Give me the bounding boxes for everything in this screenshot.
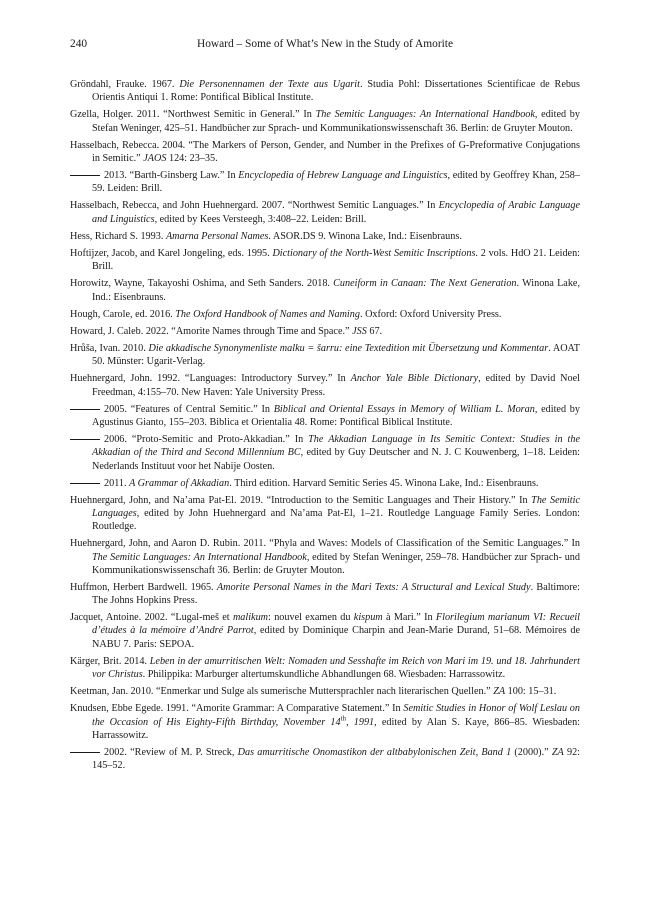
bibliography-entry — [70, 702, 580, 741]
bibliography-entry — [70, 403, 580, 429]
entry-text: 2013. “Barth-Ginsberg Law.” In — [104, 170, 239, 182]
italic-title: Die akkadische Synonymenliste malku = šarru: eine Textedition mit Übersetzung und Kommentar — [148, 343, 549, 355]
entry-text: Hasselbach, Rebecca. 2004. “The Markers of Person, Gender, and Number in the Prefixes of G-Preformative Conjugations in Semitic.” — [70, 139, 580, 164]
entry-text: , edited by Dominique Charpin and Jean-Marie Durand, 51–68. Mémoires de NABU 7. Paris: SEPOA. — [92, 625, 580, 650]
entry-text: Huehnergard, John. 1992. “Languages: Introductory Survey.” In — [70, 373, 351, 385]
italic-title: The Semitic Languages: An International Handbook — [315, 109, 535, 121]
entry-text: Kärger, Brit. 2014. — [70, 655, 150, 667]
italic-title: Dictionary of the North-West Semitic Inscriptions — [272, 248, 476, 259]
page-number: 240 — [70, 38, 88, 50]
entry-text: Hough, Carole, ed. 2016. — [70, 308, 176, 320]
italic-title: JSS — [352, 325, 367, 337]
italic-title: malikum — [232, 612, 269, 624]
entry-text: : nouvel examen du — [268, 612, 354, 624]
superscript-text: th — [340, 714, 347, 723]
entry-text: , edited by Guy Deutscher and N. J. C Kouwenberg, 1–18. Leiden: Nederlands Instituut voor het Nabije Oosten. — [92, 447, 580, 472]
entry-text: 2006. “Proto-Semitic and Proto-Akkadian.” In — [104, 434, 309, 446]
bibliography-entry — [70, 581, 580, 607]
entry-text: Horowitz, Wayne, Takayoshi Oshima, and Seth Sanders. 2018. — [70, 278, 334, 290]
entry-text: Gröndahl, Frauke. 1967. — [70, 79, 180, 90]
italic-title: The Semitic Languages — [92, 494, 580, 520]
page-header — [70, 38, 580, 58]
bibliography-entry — [70, 78, 580, 104]
bibliography-list — [70, 78, 580, 776]
entry-text: , edited by Stefan Weninger, 425–51. Handbücher zur Sprach- und Kommunikationswissenschaft 36. Berlin: de Gruyter Mouton. — [92, 109, 580, 134]
entry-text: Jacquet, Antoine. 2002. “Lugal-meš et — [70, 612, 233, 624]
entry-text: à Mari.” In — [382, 612, 436, 624]
entry-text: Howard, J. Caleb. 2022. “Amorite Names through Time and Space.” — [70, 325, 353, 337]
entry-text: . Third edition. Harvard Semitic Series 45. Winona Lake, Ind.: Eisenbrauns. — [229, 477, 539, 489]
bibliography-entry — [70, 494, 580, 533]
entry-text: , edited by Kees Versteegh, 3:408–22. Leiden: Brill. — [154, 213, 367, 225]
italic-title: The Oxford Handbook of Names and Naming — [175, 308, 360, 320]
bibliography-entry — [70, 325, 580, 338]
repeated-author-dash — [70, 483, 100, 484]
bibliography-entry — [70, 247, 580, 273]
bibliography-entry — [70, 169, 580, 195]
entry-text: 67. — [366, 325, 383, 337]
entry-text: . Baltimore: The Johns Hopkins Press. — [92, 581, 580, 607]
entry-text: 2011. — [104, 477, 130, 489]
italic-title: ZA — [551, 746, 564, 758]
bibliography-entry — [70, 433, 580, 472]
entry-text: 124: 23–35. — [166, 152, 218, 164]
repeated-author-dash — [70, 175, 100, 176]
running-head: Howard – Some of What’s New in the Study of Amorite — [196, 38, 454, 50]
entry-text: Hess, Richard S. 1993. — [70, 230, 166, 242]
italic-title: Amarna Personal Names — [165, 230, 269, 242]
entry-text: 2002. “Review of M. P. Streck, — [104, 746, 238, 758]
bibliography-entry — [70, 746, 580, 772]
entry-text: 100: 15–31. — [505, 686, 557, 698]
bibliography-entry — [70, 685, 580, 698]
entry-text: Huffmon, Herbert Bardwell. 1965. — [70, 581, 217, 593]
entry-text: , edited by John Huehnergard and Na’ama Pat-El, 1–21. Routledge Language Family Series. London: Routledge. — [92, 508, 580, 533]
italic-title: ZA — [493, 686, 506, 698]
entry-text: Huehnergard, John, and Aaron D. Rubin. 2011. “Phyla and Waves: Models of Classification of the Semitic Languages.” In — [70, 538, 580, 550]
bibliography-entry — [70, 139, 580, 165]
italic-title: kispum — [353, 612, 383, 624]
italic-title: Amorite Personal Names in the Mari Texts: A Structural and Lexical Study — [216, 581, 531, 593]
entry-text: . Winona Lake, Ind.: Eisenbrauns. — [92, 278, 580, 303]
italic-title: Anchor Yale Bible Dictionary — [350, 373, 479, 385]
entry-text: , edited by David Noel Freedman, 4:155–70. New Haven: Yale University Press. — [92, 373, 580, 398]
entry-text: Huehnergard, John, and Na’ama Pat-El. 2019. “Introduction to the Semitic Languages and Their History.” In — [70, 494, 532, 506]
entry-text: 2005. “Features of Central Semitic.” In — [104, 403, 274, 415]
bibliography-entry — [70, 108, 580, 134]
bibliography-entry — [70, 477, 580, 490]
entry-text: , edited by Alan S. Kaye, 866–85. Wiesbaden: Harrassowitz. — [92, 716, 581, 741]
bibliography-entry — [70, 277, 580, 303]
italic-title: Leben in der amurritischen Welt: Nomaden und Sesshafte im Reich von Mari im 19. und 18. Jahrhundert vor Christus — [92, 655, 580, 680]
bibliography-entry — [70, 372, 580, 398]
italic-title: JAOS — [143, 152, 167, 164]
bibliography-entry — [70, 342, 580, 368]
entry-text: Hoftijzer, Jacob, and Karel Jongeling, eds. 1995. — [70, 248, 273, 259]
bibliography-entry — [70, 230, 580, 243]
italic-title: Encyclopedia of Arabic Language and Linguistics — [92, 200, 580, 225]
repeated-author-dash — [70, 439, 100, 440]
bibliography-entry — [70, 611, 580, 650]
entry-text: . Studia Pohl: Dissertationes Scientificae de Rebus Orientis Antiqui 1. Rome: Pontifical Biblical Institute. — [92, 79, 580, 104]
bibliography-entry — [70, 537, 580, 576]
entry-text: Knudsen, Ebbe Egede. 1991. “Amorite Grammar: A Comparative Statement.” In — [70, 703, 404, 715]
entry-text: . AOAT 50. Münster: Ugarit-Verlag. — [92, 343, 581, 368]
repeated-author-dash — [70, 409, 100, 410]
entry-text: (2000).” — [511, 746, 552, 758]
entry-text: , edited by Stefan Weninger, 259–78. Handbücher zur Sprach- und Kommunikationswissenschaft 36. Berlin: de Gruyter Mouton. — [92, 551, 580, 576]
italic-title: Die Personennamen der Texte aus Ugarit — [179, 79, 360, 90]
italic-title: Biblical and Oriental Essays in Memory of William L. Moran — [273, 403, 535, 415]
entry-text: . ASOR.DS 9. Winona Lake, Ind.: Eisenbrauns. — [268, 230, 462, 242]
entry-text: Keetman, Jan. 2010. “Enmerkar und Sulge als sumerische Muttersprachler nach literarischen Quellen.” — [70, 686, 494, 698]
entry-text: 92: 145–52. — [92, 746, 580, 772]
repeated-author-dash — [70, 752, 100, 753]
italic-title: Das amurritische Onomastikon der altbabylonischen Zeit, Band 1 — [237, 746, 512, 758]
entry-text: . 2 vols. HdO 21. Leiden: Brill. — [92, 248, 580, 273]
bibliography-entry — [70, 308, 580, 321]
entry-text: Hasselbach, Rebecca, and John Huehnergard. 2007. “Northwest Semitic Languages.” In — [70, 200, 439, 212]
italic-title: The Akkadian Language in Its Semitic Context: Studies in the Akkadian of the Third and Second Millennium BC — [92, 434, 580, 459]
entry-text: . Oxford: Oxford University Press. — [359, 308, 502, 320]
italic-title: The Semitic Languages: An International Handbook — [92, 551, 307, 563]
entry-text: Gzella, Holger. 2011. “Northwest Semitic in General.” In — [70, 109, 316, 121]
entry-text: Hrůša, Ivan. 2010. — [70, 343, 149, 355]
italic-title: Cuneiform in Canaan: The Next Generation — [333, 278, 517, 290]
bibliography-entry — [70, 655, 580, 681]
entry-text: , edited by Geoffrey Khan, 258–59. Leiden: Brill. — [92, 170, 580, 195]
italic-title: Encyclopedia of Hebrew Language and Linguistics — [238, 170, 448, 182]
entry-text: . Philippika: Marburger altertumskundliche Abhandlungen 68. Wiesbaden: Harrassowitz. — [142, 668, 506, 680]
italic-title: A Grammar of Akkadian — [129, 477, 230, 489]
bibliography-entry — [70, 199, 580, 225]
italic-title: , 1991 — [346, 716, 375, 728]
italic-title: Semitic Studies in Honor of Wolf Leslau on the Occasion of His Eighty-Fifth Birthday, November 14 — [92, 703, 580, 728]
italic-title: Florilegium marianum VI: Recueil d’études à la mémoire d’André Parrot — [92, 612, 580, 637]
entry-text: , edited by Agustinus Gianto, 155–203. Biblica et Orientalia 48. Rome: Pontifical Biblical Institute. — [92, 403, 580, 428]
